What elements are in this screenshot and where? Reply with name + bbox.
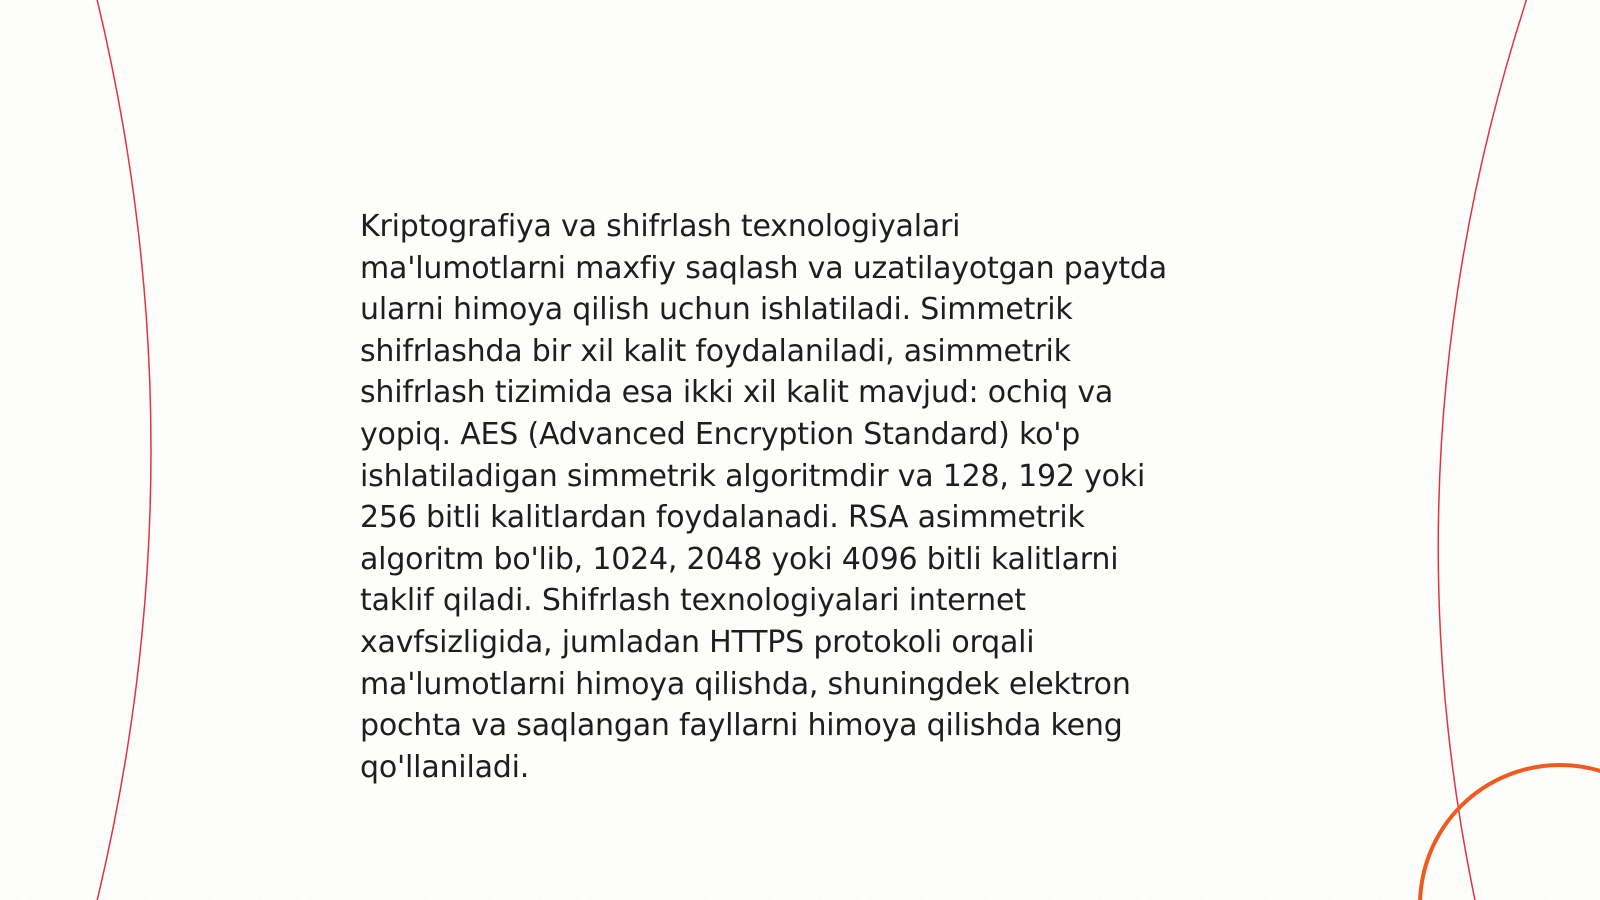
paragraph-line: 256 bitli kalitlardan foydalanadi. RSA asimmetrik: [360, 500, 1085, 536]
paragraph-line: xavfsizligida, jumladan HTTPS protokoli orqali: [360, 624, 1035, 660]
paragraph-line: algoritm bo'lib, 1024, 2048 yoki 4096 bitli kalitlarni: [360, 541, 1119, 577]
paragraph-line: taklif qiladi. Shifrlash texnologiyalari internet: [360, 583, 1026, 619]
paragraph-line: ma'lumotlarni maxfiy saqlash va uzatilayotgan paytda: [360, 250, 1167, 286]
orange-circle-decoration: [1420, 765, 1600, 900]
paragraph-line: pochta va saqlangan fayllarni himoya qilishda keng: [360, 708, 1123, 744]
paragraph-line: shifrlashda bir xil kalit foydalaniladi, asimmetrik: [360, 333, 1071, 369]
body-paragraph: [360, 206, 1260, 788]
paragraph-line: ishlatiladigan simmetrik algoritmdir va 128, 192 yoki: [360, 458, 1146, 494]
paragraph-line: shifrlash tizimida esa ikki xil kalit mavjud: ochiq va: [360, 375, 1114, 411]
left-arc-decoration: [96, 0, 151, 900]
paragraph-line: qo'llaniladi.: [360, 749, 530, 785]
paragraph-line: ularni himoya qilish uchun ishlatiladi. Simmetrik: [360, 292, 1073, 328]
paragraph-line: Kriptografiya va shifrlash texnologiyalari: [360, 209, 961, 244]
right-arc-decoration: [1438, 0, 1528, 900]
paragraph-line: ma'lumotlarni himoya qilishda, shuningdek elektron: [360, 666, 1131, 702]
paragraph-line: yopiq. AES (Advanced Encryption Standard) ko'p: [360, 416, 1081, 452]
